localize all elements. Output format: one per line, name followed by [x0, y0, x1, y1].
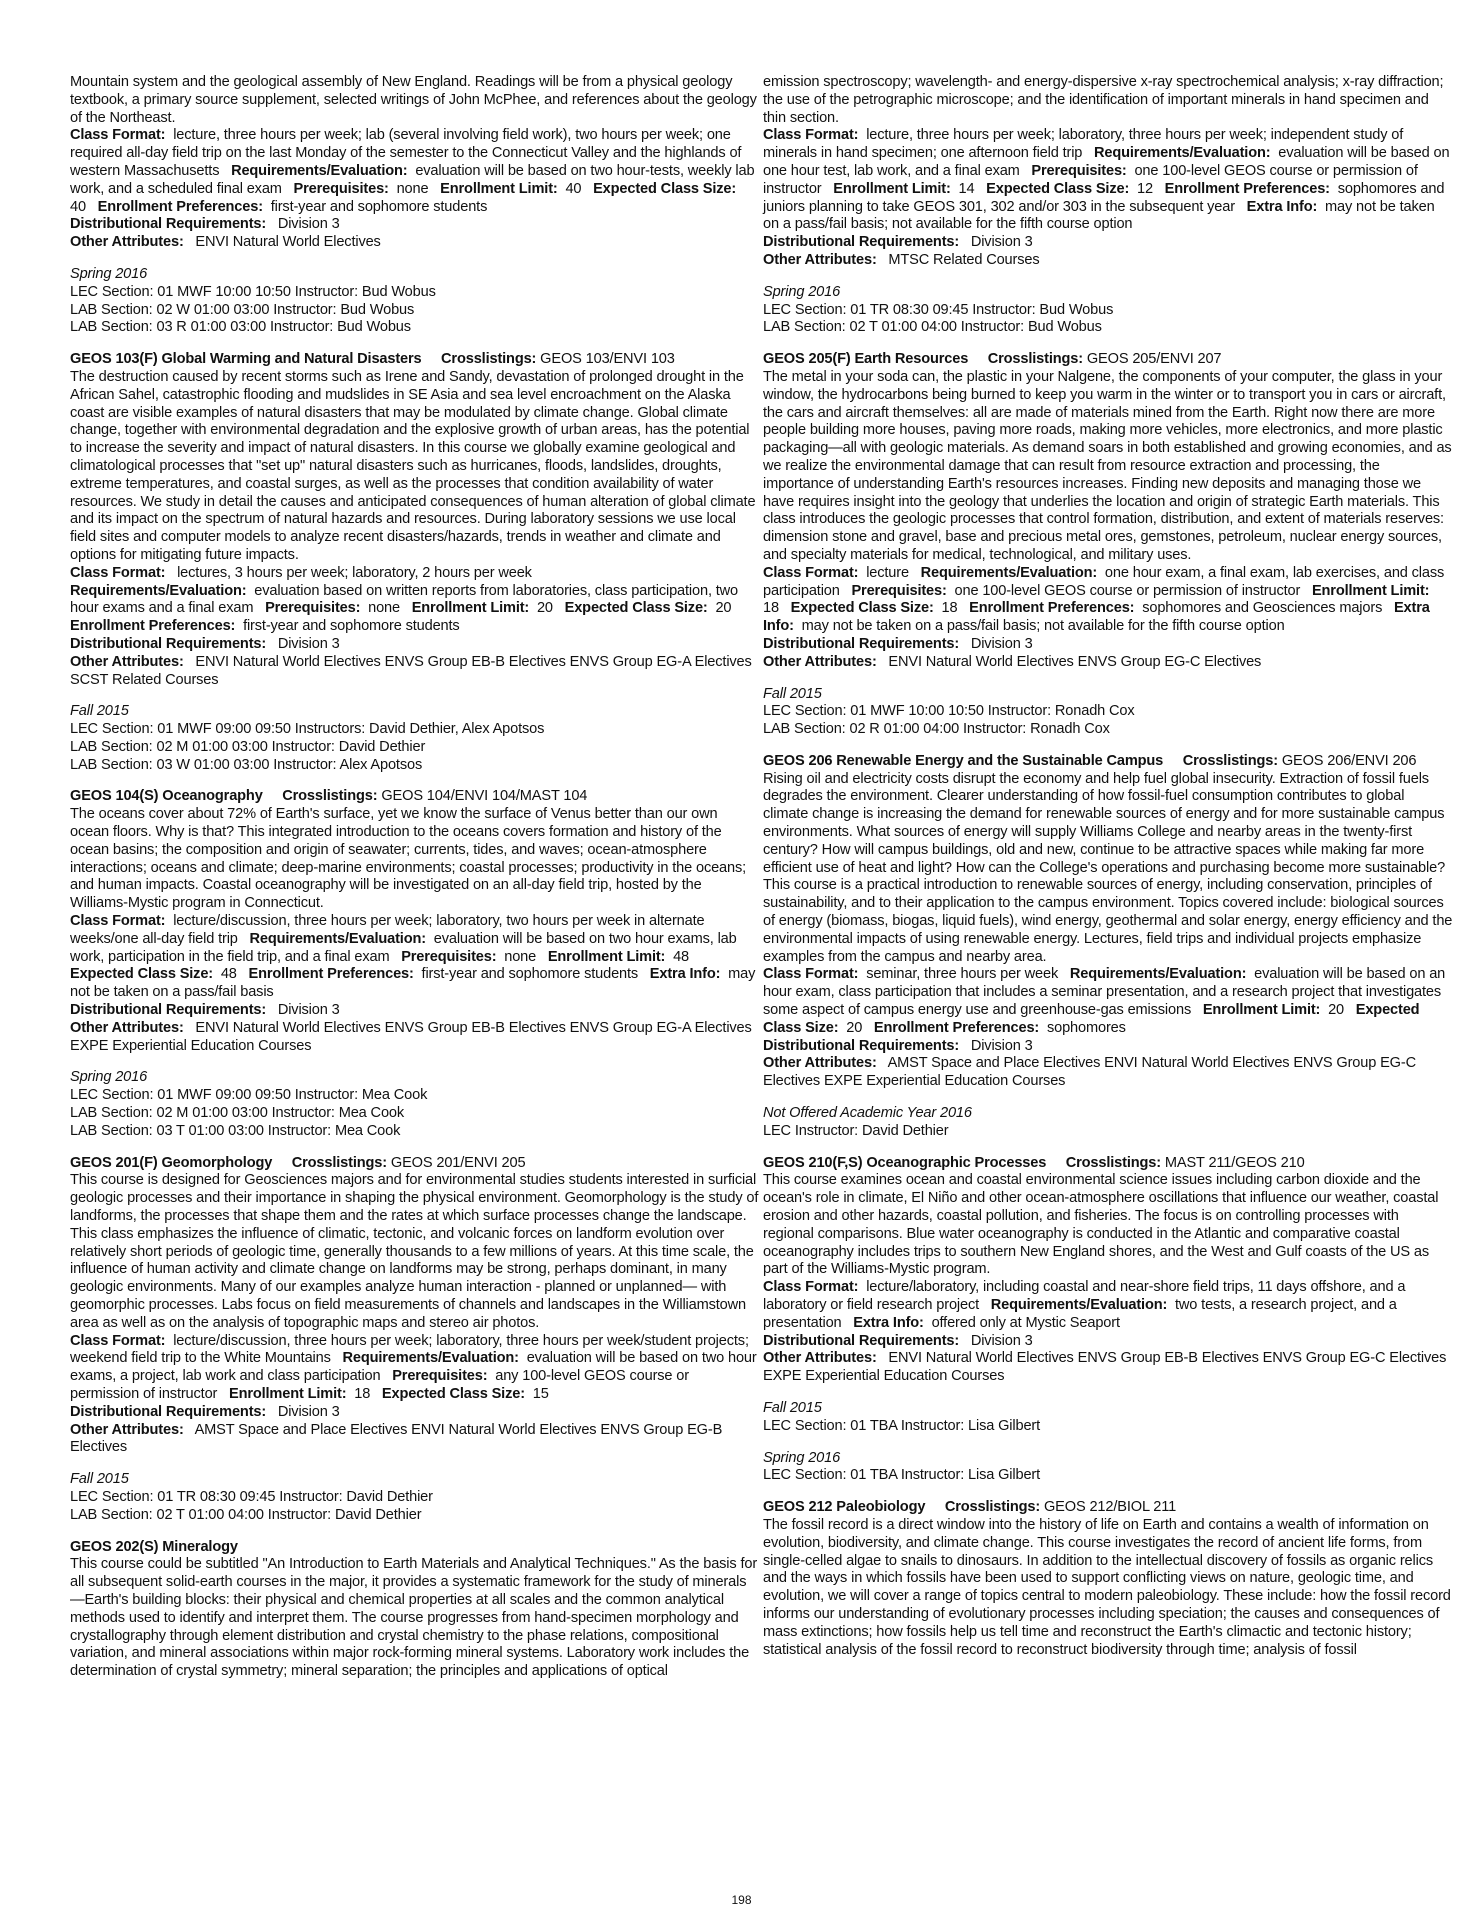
- course-block: [70, 1539, 760, 1681]
- attribute-value: one 100-level GEOS course or permission of instructor: [763, 162, 1418, 197]
- attribute-value: MTSC Related Courses: [888, 251, 1040, 268]
- course-description: This course is designed for Geosciences majors and for environmental studies students interested in surficial geologic processes and their importance in shaping the physical environment. Geomorphology is the study of landforms, the processes that shape them and the rates at which surface processes change the landscape. This class emphasizes the influence of climatic, tectonic, and volcanic forces on landform evolution over relatively short periods of geologic time, generally thousands to a few millions of years. At this time scale, the influence of human activity and climate change on landforms may be strong, perhaps dominant, in many geologic environments. Many of our examples analyze human interaction - planned or unplanned— with geomorphic processes. Labs focus on field measurements of channels and landscapes in the Williamstown area as well as on the analysis of topographic maps and stereo air photos.: [70, 1172, 759, 1331]
- attribute-label: Requirements/Evaluation:: [990, 1297, 1168, 1313]
- course-block: [763, 74, 1453, 270]
- attribute-value: ENVI Natural World Electives ENVS Group EB-B Electives ENVS Group EG-A Electives EXPE Experiential Education Courses: [70, 1019, 752, 1054]
- crosslistings-label: Crosslistings:: [291, 1154, 387, 1171]
- attribute-line: [763, 1350, 1453, 1386]
- attribute-label: Prerequisites:: [401, 948, 497, 965]
- attribute-label: Class Format:: [763, 966, 859, 983]
- section-line: LEC Section: 01 TR 08:30 09:45 Instructor: David Dethier: [70, 1488, 433, 1505]
- attribute-label: Expected Class Size:: [986, 180, 1130, 197]
- attribute-value: sophomores and Geosciences majors: [1142, 600, 1383, 617]
- attribute-label: Class Format:: [70, 127, 166, 144]
- term-label: Fall 2015: [763, 685, 822, 702]
- crosslistings-label: Crosslistings:: [1065, 1154, 1161, 1171]
- course-title: GEOS 202(S) Mineralogy: [70, 1538, 238, 1555]
- course-title: GEOS 210(F,S) Oceanographic Processes: [763, 1154, 1047, 1171]
- crosslistings-label: Crosslistings:: [441, 351, 537, 368]
- schedule-block: [763, 1105, 1453, 1141]
- attribute-value: lecture, three hours per week; lab (several involving field work), two hours per week; one required all-day field trip on the last Monday of the semester to the Connecticut Valley and the highlands of western Massachusetts: [70, 127, 742, 179]
- attribute-value: 18: [763, 600, 779, 617]
- attribute-value: lecture, three hours per week; laboratory, three hours per week; independent study of minerals in hand specimen; one afternoon field trip: [763, 127, 1404, 162]
- attribute-line: [763, 636, 1453, 654]
- crosslistings-value: GEOS 104/ENVI 104/MAST 104: [381, 788, 588, 805]
- attribute-paragraph: [70, 1333, 760, 1404]
- term-label: Spring 2016: [763, 1449, 841, 1466]
- attribute-label: Class Format:: [70, 564, 166, 581]
- course-heading: [763, 1499, 1453, 1517]
- attribute-label: Enrollment Limit:: [440, 180, 558, 197]
- course-description: The metal in your soda can, the plastic in your Nalgene, the components of your computer, the glass in your window, the hydrocarbons being burned to keep you warm in the winter or to transport you in cars or aircraft, the cars and aircraft themselves: all are made of materials mined from the Earth. Right now there are more people building more houses, paving more roads, making more vehicles, more electronics, and more plastic packaging—all with geologic materials. As demand soars in both established and growing economies, and as we realize the environmental damage that can result from resource extraction and processing, the importance of understanding Earth's resources increases. Finding new deposits and managing those we have requires insight into the geology that underlies the location and origin of strategic Earth materials. This class introduces the geologic processes that control formation, distribution, and extent of materials reserves: dimension stone and gravel, base and precious metal ores, gemstones, petroleum, nuclear energy sources, and specialty materials for medical, technological, and military uses.: [763, 368, 1452, 563]
- attribute-value: any 100-level GEOS course or permission of instructor: [70, 1368, 689, 1402]
- course-heading: [70, 1539, 760, 1557]
- attribute-label: Expected Class Size:: [381, 1385, 525, 1402]
- attribute-label: Enrollment Limit:: [228, 1385, 347, 1402]
- attribute-label: Class Format:: [763, 1279, 859, 1296]
- attribute-label: Expected Class Size:: [593, 180, 737, 197]
- attribute-value: may not be taken on a pass/fail basis; not available for the fifth course option: [763, 198, 1435, 233]
- attribute-label: Distributional Requirements:: [70, 216, 267, 233]
- attribute-value: first-year and sophomore students: [421, 966, 639, 983]
- attribute-value: ENVI Natural World Electives ENVS Group EB-B Electives ENVS Group EG-A Electives SCST Related Courses: [70, 653, 752, 688]
- attribute-label: Other Attributes:: [763, 653, 877, 670]
- attribute-line: [70, 636, 760, 654]
- attribute-label: Other Attributes:: [70, 234, 184, 251]
- attribute-label: Requirements/Evaluation:: [70, 582, 247, 599]
- attribute-label: Distributional Requirements:: [763, 1332, 960, 1349]
- course-title: GEOS 206 Renewable Energy and the Sustainable Campus: [763, 752, 1164, 769]
- schedule-block: [763, 1400, 1453, 1436]
- attribute-value: Division 3: [277, 635, 340, 652]
- attribute-label: Class Format:: [70, 913, 166, 930]
- course-title: GEOS 201(F) Geomorphology: [70, 1154, 273, 1171]
- course-description: The oceans cover about 72% of Earth's surface, yet we know the surface of Venus better than our own ocean floors. Why is that? This integrated introduction to the oceans covers formation and history of the ocean basins; the composition and origin of seawater; currents, tides, and waves; ocean-atmosphere interactions; oceans and climate; deep-marine environments; coastal processes; productivity in the oceans; and human impacts. Coastal oceanography will be investigated on an all-day field trip, hosted by the Williams-Mystic program in Connecticut.: [70, 806, 747, 912]
- attribute-value: 48: [673, 948, 690, 965]
- course-description: Mountain system and the geological assembly of New England. Readings will be from a physical geology textbook, a primary source supplement, selected writings of John McPhee, and references about the geology of the Northeast.: [70, 74, 757, 126]
- attribute-label: Class Format:: [70, 1332, 166, 1349]
- attribute-label: Expected Class Size:: [564, 600, 708, 617]
- attribute-value: Division 3: [970, 234, 1033, 251]
- section-line: LEC Section: 01 MWF 10:00 10:50 Instructor: Ronadh Cox: [763, 703, 1135, 720]
- course-title: GEOS 104(S) Oceanography: [70, 788, 263, 805]
- section-line: LEC Section: 01 MWF 09:00 09:50 Instructor: Mea Cook: [70, 1087, 428, 1104]
- attribute-label: Enrollment Limit:: [411, 600, 530, 617]
- section-line: LEC Section: 01 TBA Instructor: Lisa Gilbert: [763, 1417, 1041, 1434]
- crosslistings-label: Crosslistings:: [1182, 752, 1278, 769]
- attribute-label: Requirements/Evaluation:: [920, 564, 1098, 581]
- page-number: 198: [731, 1893, 752, 1907]
- term-label: Not Offered Academic Year 2016: [763, 1105, 972, 1122]
- attribute-value: two tests, a research project, and a presentation: [763, 1297, 1397, 1331]
- course-block: [70, 74, 760, 252]
- attribute-value: 20: [536, 600, 553, 617]
- crosslistings-label: Crosslistings:: [282, 788, 378, 805]
- course-block: [70, 1155, 760, 1458]
- term-label: Spring 2016: [70, 1069, 148, 1086]
- course-block: [763, 1499, 1453, 1659]
- attribute-label: Enrollment Preferences:: [873, 1019, 1040, 1036]
- section-line: LAB Section: 02 T 01:00 04:00 Instructor: Bud Wobus: [763, 319, 1102, 336]
- attribute-value: 40: [565, 180, 582, 197]
- attribute-value: ENVI Natural World Electives ENVS Group EB-B Electives ENVS Group EG-C Electives EXPE Experiential Education Courses: [763, 1350, 1447, 1385]
- attribute-line: [70, 1002, 760, 1020]
- attribute-value: 20: [1328, 1002, 1345, 1019]
- attribute-line: [763, 1055, 1453, 1091]
- course-block: [70, 351, 760, 689]
- schedule-block: [763, 1450, 1453, 1486]
- attribute-label: Distributional Requirements:: [70, 635, 267, 652]
- attribute-line: [70, 1404, 760, 1422]
- attribute-label: Expected Class Size:: [763, 1002, 1420, 1036]
- term-label: Fall 2015: [70, 1471, 129, 1488]
- attribute-label: Distributional Requirements:: [763, 234, 960, 251]
- attribute-label: Other Attributes:: [763, 251, 877, 268]
- attribute-line: [70, 1020, 760, 1056]
- attribute-value: none: [396, 180, 429, 197]
- term-label: Fall 2015: [70, 703, 129, 720]
- attribute-label: Prerequisites:: [851, 582, 947, 599]
- attribute-line: [70, 1422, 760, 1458]
- attribute-paragraph: [763, 1279, 1453, 1332]
- attribute-label: Requirements/Evaluation:: [231, 162, 408, 179]
- section-line: LAB Section: 02 R 01:00 04:00 Instructor: Ronadh Cox: [763, 721, 1110, 738]
- crosslistings-value: GEOS 206/ENVI 206: [1281, 752, 1417, 769]
- attribute-value: one hour exam, a final exam, lab exercises, and class participation: [763, 564, 1445, 599]
- attribute-label: Expected Class Size:: [70, 966, 214, 983]
- attribute-value: lecture/laboratory, including coastal and near-shore field trips, 11 days offshore, and a laboratory or field research project: [763, 1279, 1406, 1313]
- attribute-label: Other Attributes:: [70, 1421, 184, 1438]
- section-line: LAB Section: 02 T 01:00 04:00 Instructor: David Dethier: [70, 1506, 422, 1523]
- attribute-value: first-year and sophomore students: [243, 618, 460, 635]
- crosslistings-value: GEOS 201/ENVI 205: [390, 1154, 526, 1171]
- attribute-label: Requirements/Evaluation:: [342, 1350, 519, 1367]
- course-heading: [70, 788, 760, 806]
- attribute-paragraph: [763, 966, 1453, 1037]
- attribute-value: 18: [354, 1385, 371, 1402]
- crosslistings-label: Crosslistings:: [987, 351, 1083, 368]
- attribute-value: Division 3: [277, 1002, 340, 1019]
- attribute-value: none: [368, 600, 400, 617]
- attribute-value: sophomores and juniors planning to take GEOS 301, 302 and/or 303 in the subsequent year: [763, 180, 1445, 215]
- attribute-value: first-year and sophomore students: [270, 198, 488, 215]
- attribute-label: Enrollment Preferences:: [97, 198, 263, 215]
- crosslistings-value: MAST 211/GEOS 210: [1164, 1154, 1305, 1171]
- course-block: [763, 1155, 1453, 1386]
- attribute-label: Extra Info:: [853, 1314, 924, 1331]
- attribute-value: lecture/discussion, three hours per week; laboratory, three hours per week/student projects; weekend field trip to the White Mountains: [70, 1332, 749, 1367]
- attribute-label: Enrollment Preferences:: [1164, 180, 1330, 197]
- section-line: LAB Section: 02 M 01:00 03:00 Instructor: David Dethier: [70, 738, 426, 755]
- attribute-value: one 100-level GEOS course or permission of instructor: [954, 582, 1301, 599]
- attribute-label: Distributional Requirements:: [70, 1403, 267, 1420]
- course-block: [70, 788, 760, 1055]
- attribute-value: seminar, three hours per week: [866, 966, 1059, 983]
- attribute-label: Extra Info:: [1246, 198, 1318, 215]
- attribute-label: Enrollment Limit:: [1202, 1002, 1321, 1019]
- schedule-block: [70, 1069, 760, 1140]
- attribute-value: evaluation based on written reports from laboratories, class participation, two hour exams and a final exam: [70, 582, 739, 617]
- attribute-value: evaluation will be based on one hour test, lab work, and a final exam: [763, 145, 1450, 179]
- attribute-value: 20: [846, 1019, 863, 1036]
- attribute-label: Other Attributes:: [763, 1350, 877, 1367]
- schedule-block: [70, 266, 760, 337]
- section-line: LEC Section: 01 MWF 10:00 10:50 Instructor: Bud Wobus: [70, 283, 436, 300]
- attribute-label: Distributional Requirements:: [70, 1002, 267, 1019]
- attribute-label: Enrollment Limit:: [1311, 582, 1430, 599]
- attribute-label: Class Format:: [763, 127, 859, 144]
- attribute-value: Division 3: [970, 635, 1033, 652]
- attribute-value: evaluation will be based on an hour exam, class participation that includes a seminar presentation, and a research project that investigates some aspect of campus energy use and greenhouse-gas emissions: [763, 966, 1446, 1019]
- course-description: The fossil record is a direct window into the history of life on Earth and contains a wealth of information on evolution, biodiversity, and climate change. This course investigates the record of ancient life forms, from single-celled algae to snails to dinosaurs. In addition to the intellectual discovery of fossils as organic relics and the ways in which fossils have been used to support conflicting views on nature, geologic time, and evolution, we will cover a range of topics central to modern paleobiology. These include: how the fossil record informs our understanding of evolutionary processes including speciation; the causes and consequences of mass extinctions; how fossils help us tell time and reconstruct the Earth's climactic and tectonic history; statistical analysis of the fossil record to reconstruct biodiversity through time; analysis of fossil: [763, 1516, 1451, 1658]
- attribute-value: Division 3: [277, 1403, 340, 1420]
- attribute-value: lecture/discussion, three hours per week; laboratory, two hours per week in alternate weeks/one all-day field trip: [70, 913, 705, 947]
- attribute-label: Class Format:: [763, 564, 859, 581]
- term-label: Spring 2016: [763, 283, 841, 300]
- attribute-label: Enrollment Preferences:: [248, 966, 414, 983]
- section-line: LEC Section: 01 MWF 09:00 09:50 Instructors: David Dethier, Alex Apotsos: [70, 721, 545, 738]
- attribute-value: ENVI Natural World Electives ENVS Group EG-C Electives: [888, 653, 1262, 670]
- course-block: [763, 753, 1453, 1091]
- course-description: Rising oil and electricity costs disrupt the economy and help fuel global insecurity. Extraction of fossil fuels degrades the environment. Clearer understanding of how fossil-fuel consumption contributes to global climate change is increasing the demand for renewable sources of energy and for more sustainable campus environments. What sources of energy will supply Williams College and nearby areas in the twenty-first century? How will campus buildings, old and new, continue to be attractive spaces while making far more efficient use of heat and light? How can the College's operations and purchasing become more sustainable? This course is a practical introduction to renewable sources of energy, including conservation, principles of sustainability, and to their application to the campus environment. Topics covered include: biological sources of energy (biomass, biogas, liquid fuels), wind energy, geothermal and solar energy, energy efficiency and the environmental impacts of using renewable energy. Lectures, field trips and individual projects emphasize examples from the campus and nearby area.: [763, 770, 1453, 965]
- course-heading: [763, 351, 1453, 369]
- attribute-line: [763, 234, 1453, 252]
- attribute-label: Prerequisites:: [265, 600, 361, 617]
- attribute-label: Extra Info:: [763, 600, 1430, 635]
- attribute-label: Enrollment Limit:: [833, 180, 951, 197]
- attribute-line: [70, 234, 760, 252]
- section-line: LEC Section: 01 TR 08:30 09:45 Instructor: Bud Wobus: [763, 301, 1114, 318]
- attribute-value: 12: [1136, 180, 1153, 197]
- course-description: This course examines ocean and coastal environmental science issues including carbon dioxide and the ocean's role in climate, El Niño and other ocean-atmosphere oscillations that influence our weather, coastal erosion and other hazards, coastal pollution, and fisheries. The focus is on controlling processes with regional comparisons. Blue water oceanography is conducted in the Atlantic and comparative coastal oceanography includes trips to southern New England shores, and the West and Gulf coasts of the US as part of the Williams-Mystic program.: [763, 1172, 1439, 1278]
- attribute-value: 18: [941, 600, 958, 617]
- attribute-line: [763, 1333, 1453, 1351]
- attribute-value: 20: [715, 600, 732, 617]
- left-column: [70, 74, 760, 1695]
- attribute-value: may not be taken on a pass/fail basis; not available for the fifth course option: [801, 618, 1285, 635]
- course-title: GEOS 205(F) Earth Resources: [763, 351, 969, 368]
- schedule-block: [763, 284, 1453, 337]
- section-line: LAB Section: 03 R 01:00 03:00 Instructor: Bud Wobus: [70, 319, 411, 336]
- term-label: Fall 2015: [763, 1399, 822, 1416]
- attribute-label: Requirements/Evaluation:: [249, 930, 426, 947]
- section-line: LAB Section: 02 W 01:00 03:00 Instructor: Bud Wobus: [70, 301, 415, 318]
- section-line: LAB Section: 03 T 01:00 03:00 Instructor: Mea Cook: [70, 1122, 401, 1139]
- attribute-value: Division 3: [970, 1332, 1033, 1349]
- crosslistings-value: GEOS 212/BIOL 211: [1043, 1499, 1177, 1516]
- term-label: Spring 2016: [70, 265, 148, 282]
- attribute-value: AMST Space and Place Electives ENVI Natural World Electives ENVS Group EG-C Electives EXPE Experiential Education Courses: [763, 1055, 1416, 1090]
- course-description: This course could be subtitled "An Introduction to Earth Materials and Analytical Techniques." As the basis for all subsequent solid-earth courses in the major, it provides a systematic framework for the study of minerals—Earth's building blocks: their physical and chemical properties at all scales and the common analytical methods used to identify and interpret them. The course progresses from hand-specimen morphology and crystallography through element distribution and crystal chemistry to the phase relations, compositional variation, and mineral associations within major rock-forming mineral systems. Laboratory work includes the determination of crystal symmetry; mineral separation; the principles and applications of optical: [70, 1556, 758, 1680]
- attribute-value: evaluation will be based on two hour exams, a project, lab work and class participation: [70, 1350, 757, 1385]
- section-line: LEC Instructor: David Dethier: [763, 1122, 949, 1139]
- attribute-label: Distributional Requirements:: [763, 1037, 960, 1054]
- schedule-block: [70, 1471, 760, 1524]
- crosslistings-value: GEOS 103/ENVI 103: [540, 351, 675, 368]
- attribute-value: Division 3: [277, 216, 340, 233]
- section-line: LEC Section: 01 TBA Instructor: Lisa Gilbert: [763, 1467, 1041, 1484]
- attribute-value: 15: [532, 1385, 549, 1402]
- course-block: [763, 351, 1453, 671]
- attribute-value: offered only at Mystic Seaport: [931, 1314, 1120, 1331]
- attribute-paragraph: [70, 127, 760, 216]
- attribute-label: Enrollment Preferences:: [969, 600, 1135, 617]
- course-title: GEOS 103(F) Global Warming and Natural Disasters: [70, 351, 422, 368]
- attribute-value: 48: [220, 966, 237, 983]
- attribute-label: Distributional Requirements:: [763, 635, 960, 652]
- attribute-line: [70, 216, 760, 234]
- schedule-block: [763, 686, 1453, 739]
- attribute-label: Other Attributes:: [70, 1019, 184, 1036]
- attribute-paragraph: [763, 127, 1453, 234]
- attribute-label: Prerequisites:: [1031, 162, 1127, 179]
- course-heading: [70, 1155, 760, 1173]
- attribute-value: may not be taken on a pass/fail basis: [70, 966, 756, 1001]
- section-line: LAB Section: 02 M 01:00 03:00 Instructor: Mea Cook: [70, 1105, 405, 1122]
- attribute-paragraph: [70, 583, 760, 636]
- attribute-label: Other Attributes:: [763, 1055, 877, 1072]
- attribute-label: Enrollment Preferences:: [70, 618, 236, 635]
- right-column: [763, 74, 1453, 1673]
- attribute-value: evaluation will be based on two hour-tests, weekly lab work, and a scheduled final exam: [70, 162, 755, 197]
- attribute-value: evaluation will be based on two hour exams, lab work, participation in the field trip, and a final exam: [70, 930, 737, 965]
- attribute-label: Requirements/Evaluation:: [1069, 966, 1247, 983]
- course-description: The destruction caused by recent storms such as Irene and Sandy, devastation of prolonged drought in the African Sahel, catastrophic flooding and mudslides in SE Asia and sea level encroachment on the Alaska coast are visible examples of natural disasters that may be modulated by climate change. Global climate change, together with environmental degradation and the explosive growth of urban areas, has the potential to increase the severity and impact of natural disasters. In this course we globally examine geological and climatological processes that "set up" natural disasters such as hurricanes, floods, landslides, droughts, extreme temperatures, and coastal surges, as well as the processes that condition availability of water resources. We study in detail the causes and anticipated consequences of human alteration of global climate and its impact on the spectrum of natural hazards and resources. During laboratory sessions we use local field sites and computer models to analyze recent disasters/hazards, trends in weather and climate and options for mitigating future impacts.: [70, 368, 756, 563]
- attribute-line: [70, 654, 760, 690]
- attribute-value: lectures, 3 hours per week; laboratory, 2 hours per week: [177, 564, 532, 581]
- attribute-label: Prerequisites:: [293, 180, 389, 197]
- course-heading: [763, 753, 1453, 771]
- crosslistings-label: Crosslistings:: [944, 1499, 1041, 1516]
- course-heading: [763, 1155, 1453, 1173]
- course-title: GEOS 212 Paleobiology: [763, 1499, 926, 1516]
- attribute-paragraph: [763, 565, 1453, 636]
- schedule-block: [70, 703, 760, 774]
- course-heading: [70, 351, 760, 369]
- attribute-value: none: [504, 948, 537, 965]
- attribute-value: sophomores: [1046, 1019, 1126, 1036]
- attribute-value: lecture: [866, 564, 909, 581]
- crosslistings-value: GEOS 205/ENVI 207: [1086, 351, 1222, 368]
- attribute-label: Other Attributes:: [70, 653, 184, 670]
- attribute-line: [763, 1038, 1453, 1056]
- attribute-value: 14: [958, 180, 975, 197]
- attribute-label: Expected Class Size:: [790, 600, 934, 617]
- course-description: emission spectroscopy; wavelength- and energy-dispersive x-ray spectrochemical analysis; x-ray diffraction; the use of the petrographic microscope; and the identification of important minerals in hand specimen and thin section.: [763, 74, 1444, 126]
- attribute-line: [763, 252, 1453, 270]
- attribute-value: 40: [70, 198, 86, 215]
- attribute-label: Prerequisites:: [392, 1368, 488, 1385]
- section-line: LAB Section: 03 W 01:00 03:00 Instructor: Alex Apotsos: [70, 756, 423, 773]
- attribute-line: [70, 565, 760, 583]
- attribute-label: Requirements/Evaluation:: [1094, 145, 1271, 162]
- attribute-label: Extra Info:: [649, 966, 721, 983]
- attribute-value: Division 3: [970, 1037, 1033, 1054]
- attribute-line: [763, 654, 1453, 672]
- attribute-paragraph: [70, 913, 760, 1002]
- attribute-label: Enrollment Limit:: [547, 948, 666, 965]
- attribute-value: ENVI Natural World Electives: [195, 234, 381, 251]
- attribute-value: AMST Space and Place Electives ENVI Natural World Electives ENVS Group EG-B Electives: [70, 1421, 723, 1456]
